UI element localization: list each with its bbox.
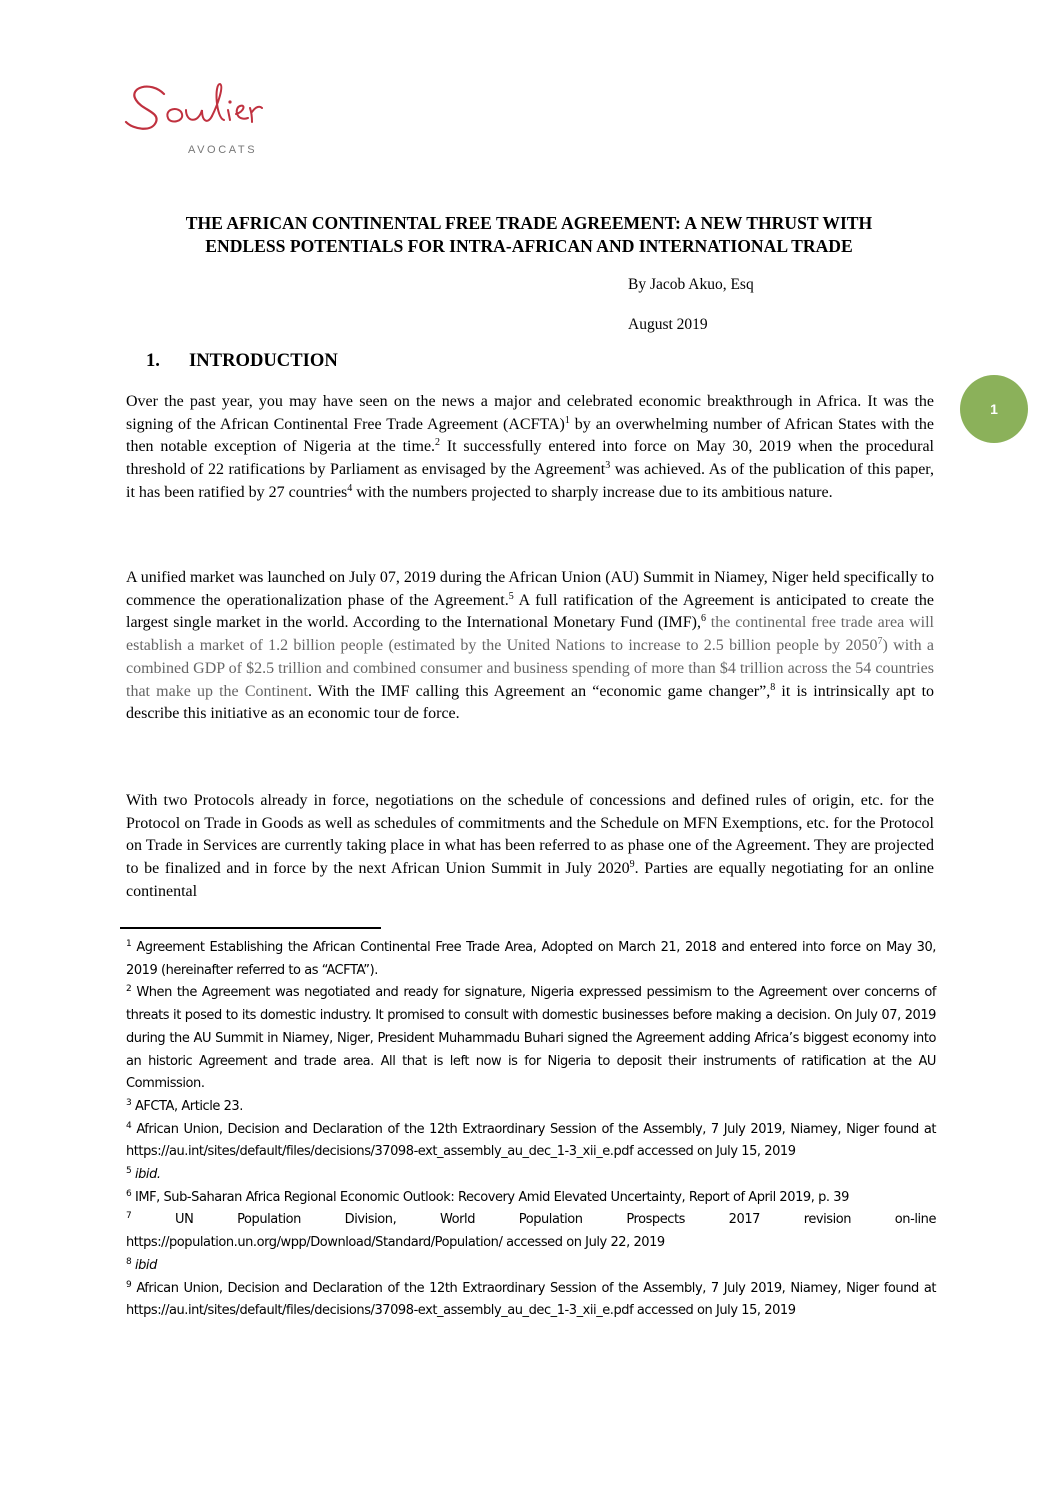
footnote-number: 6 <box>126 1188 132 1199</box>
text-run: A unified market was launched on July 07, 2019 during the African Union (AU) Summit in Niamey, Niger held specifically to commence the operationalization phase of the Agreement. <box>126 569 934 609</box>
footnote <box>126 1209 936 1254</box>
footnote-ref[interactable]: 7 <box>877 636 883 648</box>
text-run: . With the IMF calling this Agreement an “economic game changer”, <box>307 682 771 700</box>
title-line-1: THE AFRICAN CONTINENTAL FREE TRADE AGREEMENT: A NEW THRUST WITH <box>185 213 873 233</box>
footnote-text: UN Population Division, World Population Prospects 2017 revision on-line https://population.un.org/wpp/Download/Standard/Population/ accessed on July 22, 2019 <box>126 1212 936 1251</box>
footnote-separator <box>120 927 381 929</box>
page-number-badge: 1 <box>960 375 1028 443</box>
footnote-ref[interactable]: 2 <box>435 437 441 449</box>
footnote-text: When the Agreement was negotiated and ready for signature, Nigeria expressed pessimism to the Agreement over concerns of threats it posed to its domestic industry. It promised to consult with domestic businesses before making a decision. On July 07, 2019 during the AU Summit in Niamey, Niger, President Muhammadu Buhari signed the Agreement adding Africa’s biggest economy into an historic Agreement and trade area. All that is left now is for Nigeria to deposit their instruments of ratification at the AU Commission. <box>126 985 936 1092</box>
footnote <box>126 1278 936 1323</box>
byline-date: August 2019 <box>628 316 708 333</box>
footnote-ref[interactable]: 9 <box>629 859 635 871</box>
text-run: With two Protocols already in force, negotiations on the schedule of concessions and defined rules of origin, etc. for the Protocol on Trade in Goods as well as schedules of commitments and the Schedule on MFN Exemptions, etc. for the Protocol on Trade in Services are currently taking place in what has been referred to as phase one of the Agreement. They are projected to be finalized and in force by the next African Union Summit in July 2020 <box>126 792 934 878</box>
footnote <box>126 937 936 982</box>
footnote-text: ibid. <box>131 1167 161 1183</box>
footnotes <box>126 937 936 1323</box>
text-run: by an overwhelming number of African States with the then notable exception of Nigeria at the time. <box>126 415 935 456</box>
footnote-text: ibid <box>131 1257 157 1273</box>
text-run: A full ratification of the Agreement is anticipated to create the largest single market in the world. According to the International Monetary Fund (IMF), <box>126 591 935 632</box>
footnote-number: 4 <box>126 1120 132 1131</box>
footnote-ref[interactable]: 4 <box>347 482 353 494</box>
footnote-ref[interactable]: 1 <box>564 414 570 426</box>
document-title <box>120 212 938 258</box>
footnote-text: African Union, Decision and Declaration of the 12th Extraordinary Session of the Assembly, 7 July 2019, Niamey, Niger found at https://au.int/sites/default/files/decisions/37098-ext_assembly_au_dec_1-3_xii_e.pdf accessed on July 15, 2019 <box>126 1121 936 1160</box>
logo-script-icon <box>120 78 320 148</box>
footnote-text: Agreement Establishing the African Continental Free Trade Area, Adopted on March 21, 2018 and entered into force on May 30, 2019 (hereinafter referred to as “ACFTA”). <box>126 940 936 978</box>
footnote-number: 9 <box>126 1279 132 1290</box>
quoted-text-run: ) with a combined GDP of $2.5 trillion and combined consumer and business spending of more than $4 trillion across the 54 countries that make up the Continent <box>126 637 935 700</box>
footnote-ref[interactable]: 6 <box>700 613 706 625</box>
company-logo <box>120 78 320 168</box>
text-run: with the numbers projected to sharply increase due to its ambitious nature. <box>352 483 833 501</box>
footnote-text: AFCTA, Article 23. <box>131 1098 243 1114</box>
footnote-number: 1 <box>126 939 132 949</box>
footnote <box>126 1096 936 1119</box>
footnote-ref[interactable]: 5 <box>508 590 514 602</box>
footnote <box>126 1187 936 1210</box>
footnote <box>126 1164 936 1187</box>
quoted-text-run: the continental free trade area will establish a market of 1.2 billion people (estimated by the United Nations to increase to 2.5 billion people by 2050 <box>126 614 934 655</box>
footnote-number: 5 <box>126 1166 132 1177</box>
footnote-number: 2 <box>126 984 132 995</box>
text-run: was achieved. As of the publication of this paper, it has been ratified by 27 countries <box>126 461 934 501</box>
paragraph-1 <box>126 391 934 505</box>
logo-subtitle: AVOCATS <box>188 144 258 156</box>
title-line-2: ENDLESS POTENTIALS FOR INTRA-AFRICAN AND INTERNATIONAL TRADE <box>205 236 853 256</box>
text-run: . Parties are equally negotiating for an online continental <box>126 860 934 900</box>
footnote <box>126 1255 936 1278</box>
footnote-ref[interactable]: 8 <box>770 681 776 693</box>
footnote-number: 3 <box>126 1097 132 1108</box>
text-run: Over the past year, you may have seen on the news a major and celebrated economic breakthrough in Africa. It was the signing of the African Continental Free Trade Agreement (ACFTA) <box>126 393 934 433</box>
footnote <box>126 1119 936 1164</box>
text-run: it is intrinsically apt to describe this initiative as an economic tour de force. <box>126 682 935 723</box>
section-number: 1. <box>146 350 160 371</box>
footnote <box>126 982 936 1096</box>
footnote-ref[interactable]: 3 <box>605 460 611 472</box>
footnote-text: IMF, Sub-Saharan Africa Regional Economic Outlook: Recovery Amid Elevated Uncertainty, Report of April 2019, p. 39 <box>131 1189 849 1205</box>
section-title: INTRODUCTION <box>189 350 338 371</box>
footnote-number: 7 <box>126 1211 132 1222</box>
section-heading <box>146 350 338 372</box>
text-run: It successfully entered into force on May 30, 2019 when the procedural threshold of 22 ratifications by Parliament as envisaged by the Agreement <box>126 438 934 479</box>
footnote-number: 8 <box>126 1256 132 1267</box>
byline-author: By Jacob Akuo, Esq <box>628 276 754 293</box>
paragraph-3 <box>126 790 934 904</box>
paragraph-2 <box>126 567 934 726</box>
footnote-text: African Union, Decision and Declaration of the 12th Extraordinary Session of the Assembly, 7 July 2019, Niamey, Niger found at https://au.int/sites/default/files/decisions/37098-ext_assembly_au_dec_1-3_xii_e.pdf accessed on July 15, 2019 <box>126 1280 936 1319</box>
